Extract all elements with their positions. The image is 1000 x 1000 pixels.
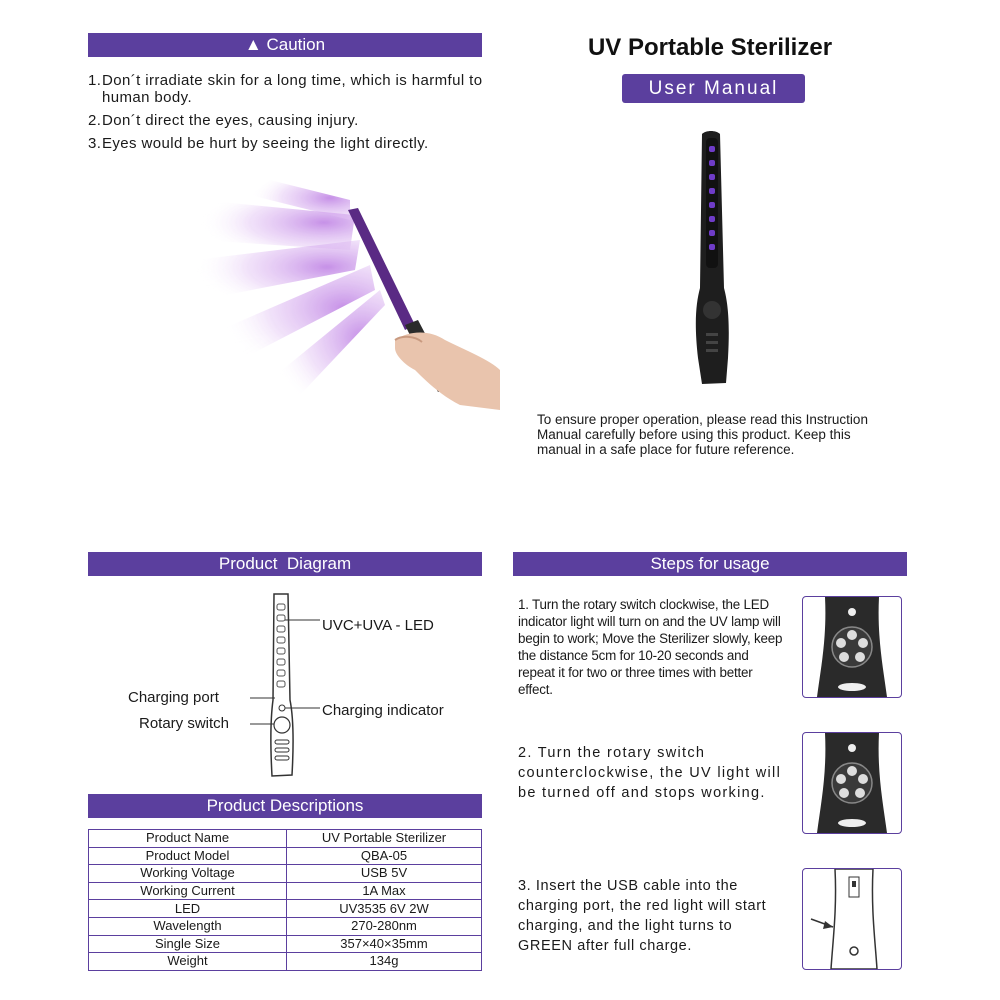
table-row: Working Voltage USB 5V: [89, 865, 482, 883]
steps-header: Steps for usage: [513, 552, 907, 576]
table-row: Single Size 357×40×35mm: [89, 935, 482, 953]
uv-light-in-hand-illustration: [190, 180, 510, 410]
step-3-image: [802, 868, 902, 970]
caution-header: [88, 33, 482, 57]
table-row: Working Current 1A Max: [89, 882, 482, 900]
led-label: UVC+UVA - LED: [322, 617, 434, 634]
step-1-text: 1. Turn the rotary switch clockwise, the LED indicator light will turn on and the UV lamp will begin to work; Move the Sterilizer slowly, keep the distance 5cm for 10-20 seconds and repeat it for two or three times with better effect.: [518, 597, 783, 697]
charging-indicator-label: Charging indicator: [322, 702, 444, 719]
page-title: UV Portable Sterilizer: [587, 34, 833, 61]
table-row: Product Name UV Portable Sterilizer: [89, 830, 482, 848]
step-3-text: 3. Insert the USB cable into the charging port, the red light will start charging, and the light turns to GREEN after full charge.: [518, 878, 767, 954]
table-row: LED UV3535 6V 2W: [89, 900, 482, 918]
intro-text: To ensure proper operation, please read this Instruction Manual carefully before using this product. Keep this manual in a safe place for future reference.: [537, 412, 868, 457]
product-diagram-header: Product Diagram: [88, 552, 482, 576]
product-diagram-drawing: [250, 590, 330, 785]
sterilizer-product-image: [680, 128, 740, 390]
table-row: Wavelength 270-280nm: [89, 917, 482, 935]
caution-item: 3. Eyes would be hurt by seeing the light directly.: [88, 135, 429, 152]
usb-charging-port-icon: [803, 869, 901, 969]
rotary-switch-clockwise-icon: [803, 597, 901, 697]
step-2-text: 2. Turn the rotary switch counterclockwise, the UV light will be turned off and stops working.: [518, 745, 782, 801]
caution-list: [88, 72, 488, 158]
user-manual-badge: User Manual: [622, 74, 805, 103]
step-2-image: [802, 732, 902, 834]
rotary-switch-counterclockwise-icon: [803, 733, 901, 833]
step-1-image: [802, 596, 902, 698]
charging-port-label: Charging port: [128, 689, 219, 706]
table-row: Weight 134g: [89, 953, 482, 971]
specs-table: [88, 829, 482, 971]
caution-header-label: Caution: [266, 35, 326, 54]
warning-triangle-icon: ▲: [244, 35, 262, 54]
table-row: Product Model QBA-05: [89, 847, 482, 865]
caution-item: 1. Don´t irradiate skin for a long time, which is harmful to human body.: [88, 72, 483, 106]
caution-item: 2. Don´t direct the eyes, causing injury.: [88, 112, 359, 129]
rotary-switch-label: Rotary switch: [139, 715, 230, 732]
product-descriptions-header: Product Descriptions: [88, 794, 482, 818]
